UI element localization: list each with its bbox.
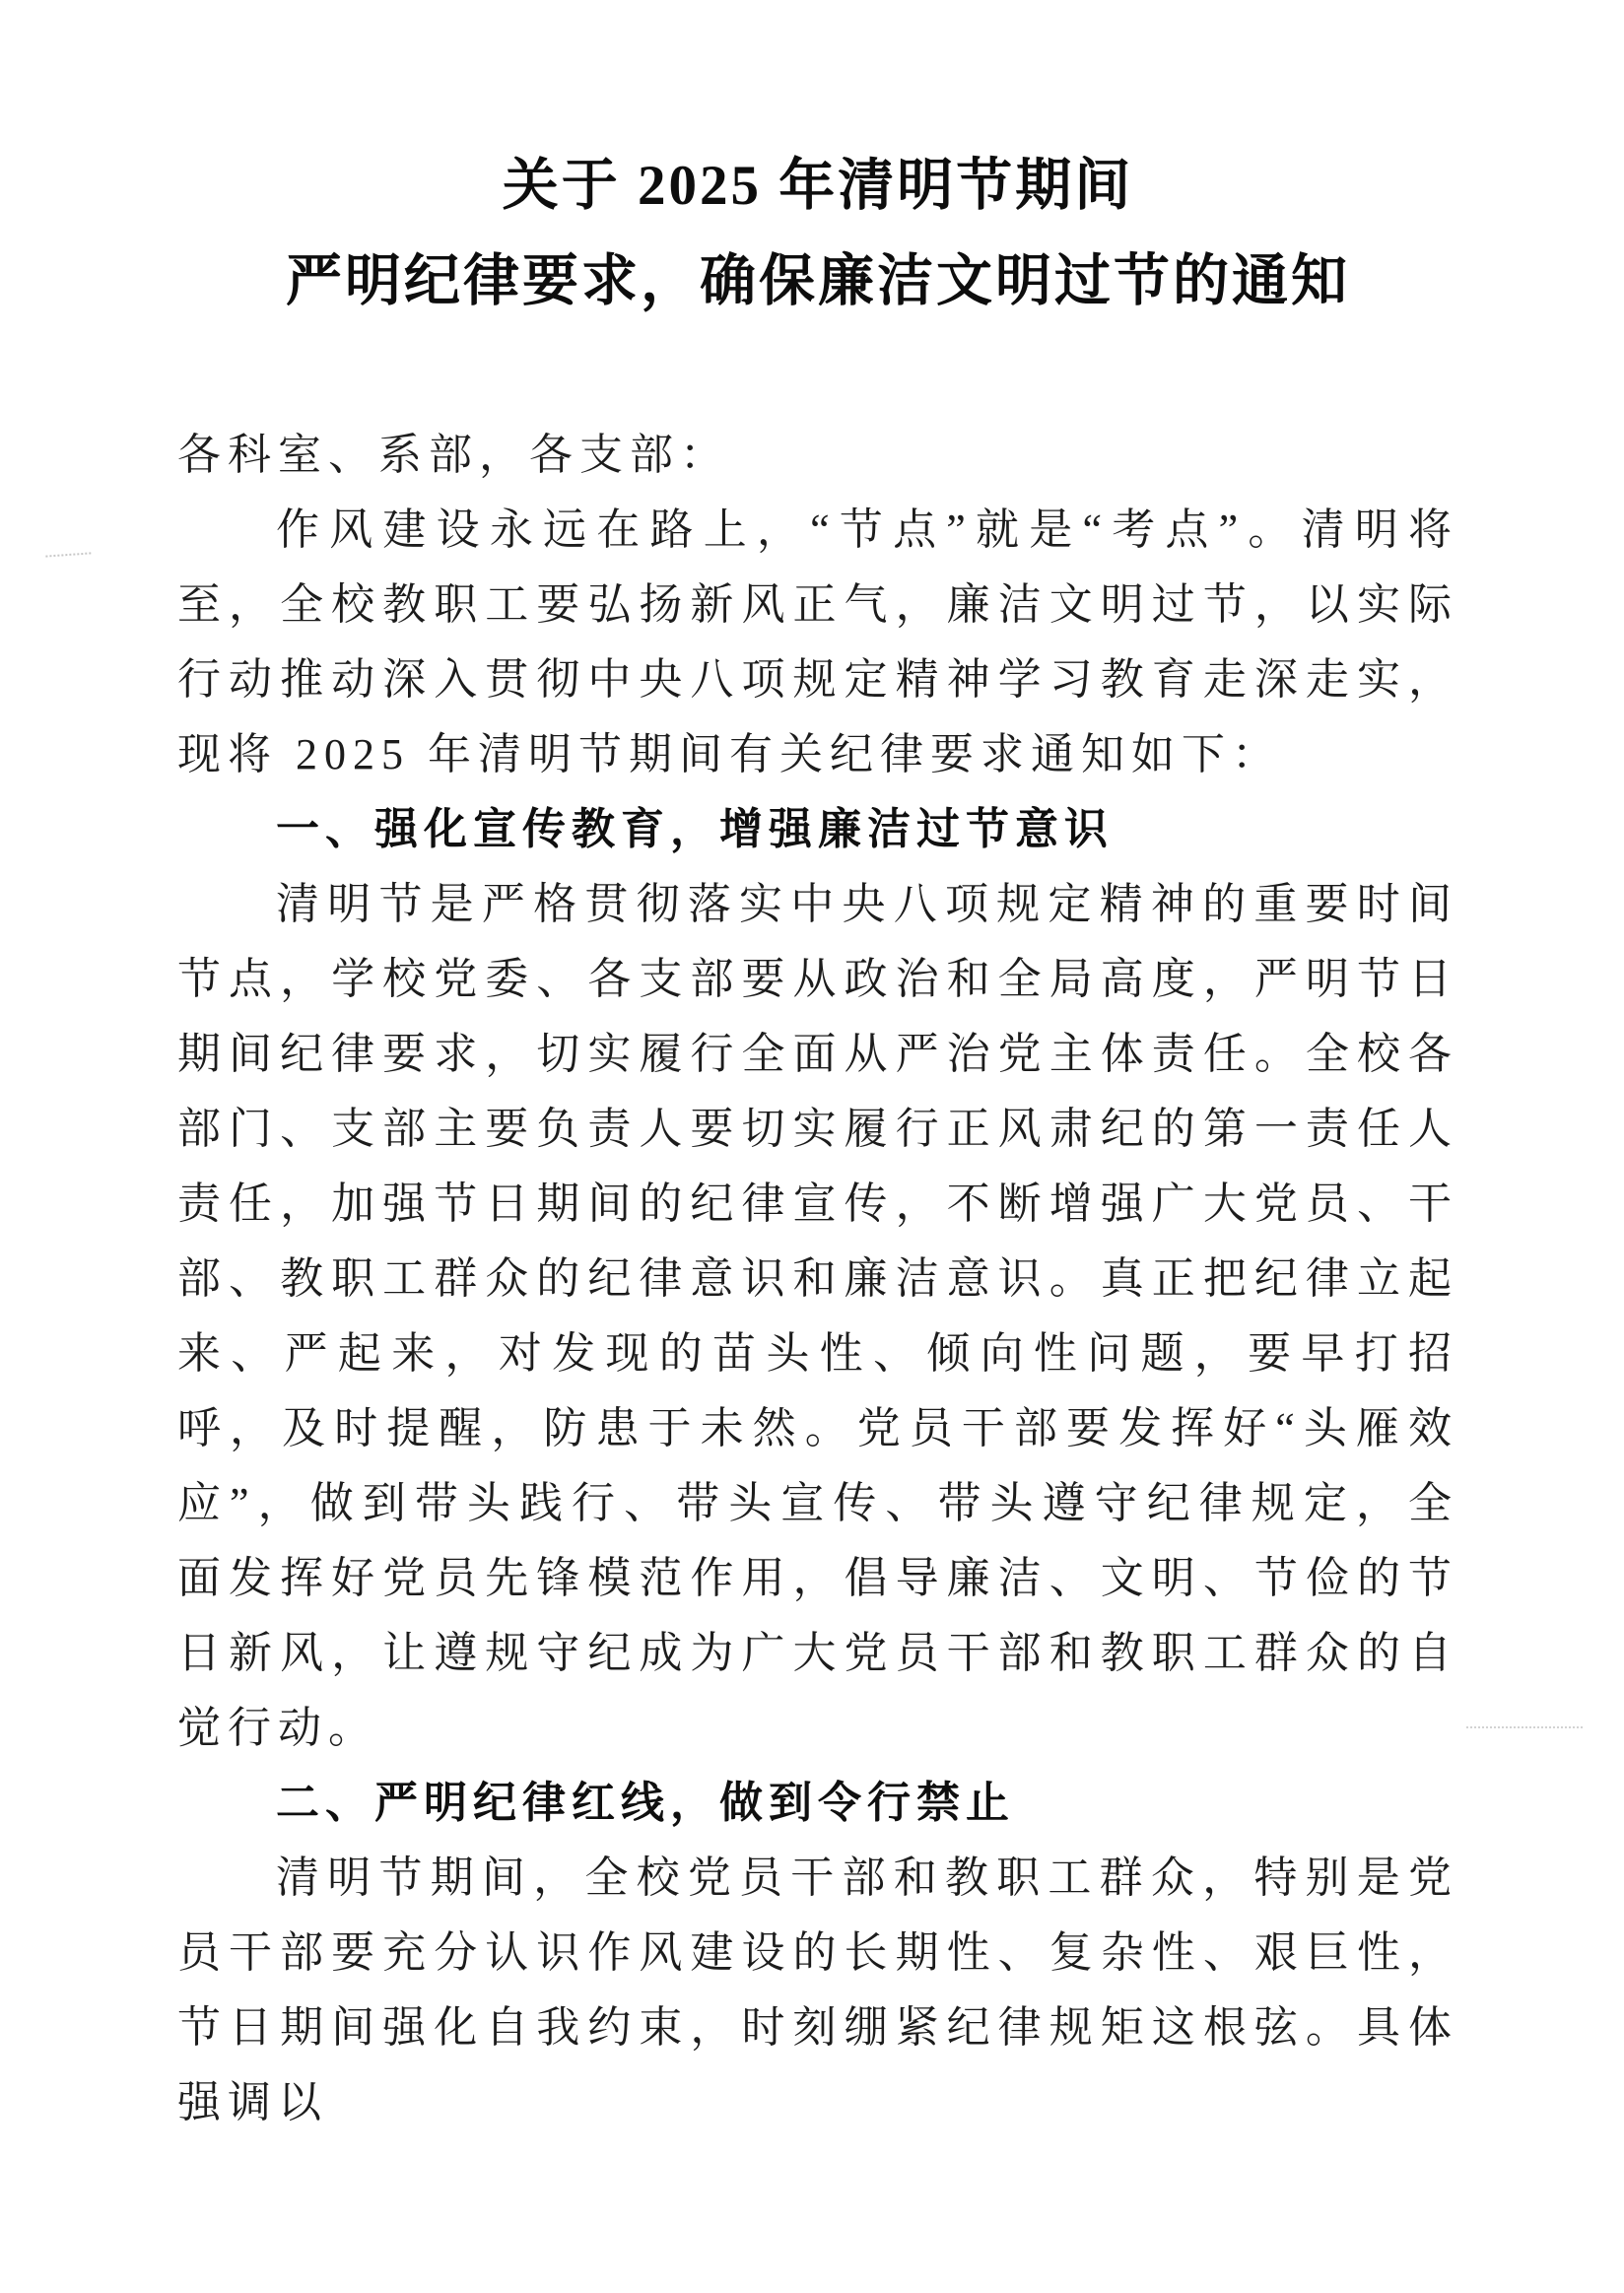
- document-title-line-1: 关于 2025 年清明节期间: [502, 155, 1134, 217]
- salutation: 各科室、系部，各支部：: [177, 431, 730, 479]
- document-title: [177, 138, 1458, 329]
- section-heading-1: 一、强化宣传教育，增强廉洁过节意识: [276, 805, 1114, 853]
- scan-artifact-right: [1466, 1719, 1583, 1728]
- document-title-line-2: 严明纪律要求，确保廉洁文明过节的通知: [286, 250, 1350, 312]
- paragraph-section-1: 清明节是严格贯彻落实中央八项规定精神的重要时间节点，学校党委、各支部要从政治和全局高度，严明节日期间纪律要求，切实履行全面从严治党主体责任。全校各部门、支部主要负责人要切实履行正风肃纪的第一责任人责任，加强节日期间的纪律宣传，不断增强广大党员、干部、教职工群众的纪律意识和廉洁意识。真正把纪律立起来、严起来，对发现的苗头性、倾向性问题，要早打招呼，及时提醒，防患于未然。党员干部要发挥好“头雁效应”，做到带头践行、带头宣传、带头遵守纪律规定，全面发挥好党员先锋模范作用，倡导廉洁、文明、节俭的节日新风，让遵规守纪成为广大党员干部和教职工群众的自觉行动。: [177, 880, 1458, 1752]
- section-heading-2: 二、严明纪律红线，做到令行禁止: [276, 1779, 1015, 1827]
- paragraph-section-2: 清明节期间，全校党员干部和教职工群众，特别是党员干部要充分认识作风建设的长期性、复杂性、艰巨性，节日期间强化自我约束，时刻绷紧纪律规矩这根弦。具体强调以: [177, 1854, 1458, 2126]
- paragraph-intro: 作风建设永远在路上，“节点”就是“考点”。清明将至，全校教职工要弘扬新风正气，廉洁文明过节，以实际行动推动深入贯彻中央八项规定精神学习教育走深走实，现将 2025 年清明节期间有关纪律要求通知如下：: [177, 506, 1458, 778]
- scan-artifact-left: [45, 542, 92, 557]
